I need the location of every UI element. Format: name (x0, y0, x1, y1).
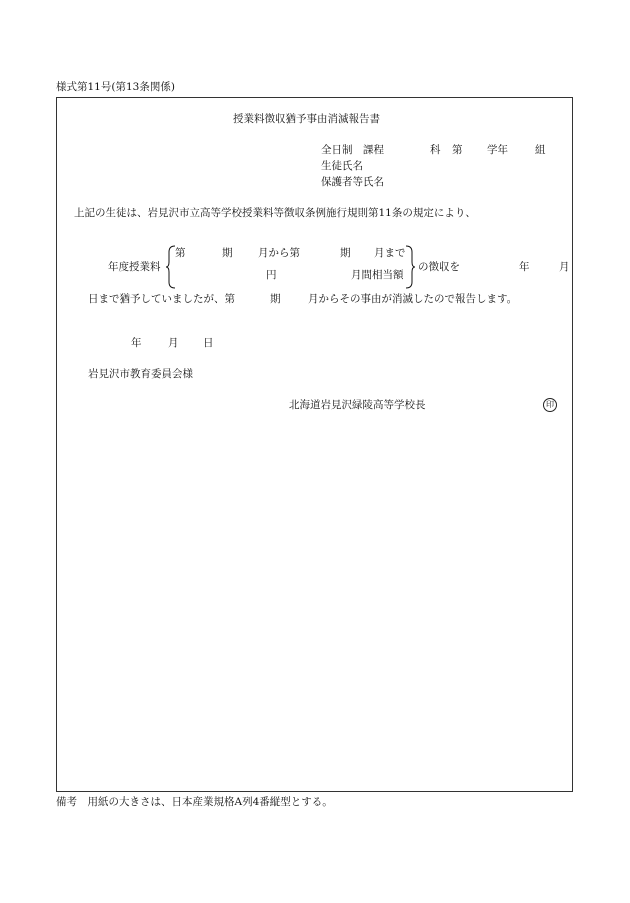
guardian-name-label: 保護者等氏名 (321, 176, 384, 188)
course-label: 全日制 課程 (321, 144, 384, 156)
document-title: 授業料徴収猶予事由消滅報告書 (233, 113, 380, 125)
continuation-part1: 日まで猶予していましたが、第 (88, 293, 235, 305)
fiscal-year-tuition-label: 年度授業料 (108, 261, 161, 273)
row1-ki2: 期 (340, 247, 351, 259)
date-year-label: 年 (131, 337, 142, 349)
class-label: 組 (535, 144, 546, 156)
row2-amount-label: 月間相当額 (351, 269, 404, 281)
intro-text: 上記の生徒は、岩見沢市立高等学校授業料等徴収条例施行規則第11条の規定により、 (74, 207, 476, 219)
row1-ki1: 期 (222, 247, 233, 259)
seal-icon: 印 (543, 398, 557, 412)
footer-note: 備考 用紙の大きさは、日本産業規格A列4番縦型とする。 (56, 796, 333, 808)
deferral-month-label: 月 (559, 261, 570, 273)
right-brace (405, 245, 415, 289)
date-month-label: 月 (168, 337, 179, 349)
student-name-label: 生徒氏名 (321, 160, 363, 172)
addressee: 岩見沢市教育委員会様 (88, 368, 193, 380)
collection-label: の徴収を (418, 261, 460, 273)
date-day-label: 日 (203, 337, 214, 349)
row1-dai1: 第 (175, 247, 186, 259)
deferral-year-label: 年 (519, 261, 530, 273)
grade-label: 学年 (487, 144, 508, 156)
row1-tsuki-kara-dai: 月から第 (258, 247, 300, 259)
continuation-part2: 期 (270, 293, 281, 305)
continuation-part3: 月からその事由が消滅したので報告します。 (308, 293, 518, 305)
row1-tsuki-made: 月まで (374, 247, 406, 259)
grade-prefix-label: 第 (452, 144, 463, 156)
department-label: 科 (430, 144, 441, 156)
form-number: 様式第11号(第13条関係) (56, 81, 175, 93)
row2-en: 円 (266, 269, 277, 281)
form-frame (56, 97, 573, 792)
sender-name: 北海道岩見沢緑陵高等学校長 (289, 399, 426, 411)
